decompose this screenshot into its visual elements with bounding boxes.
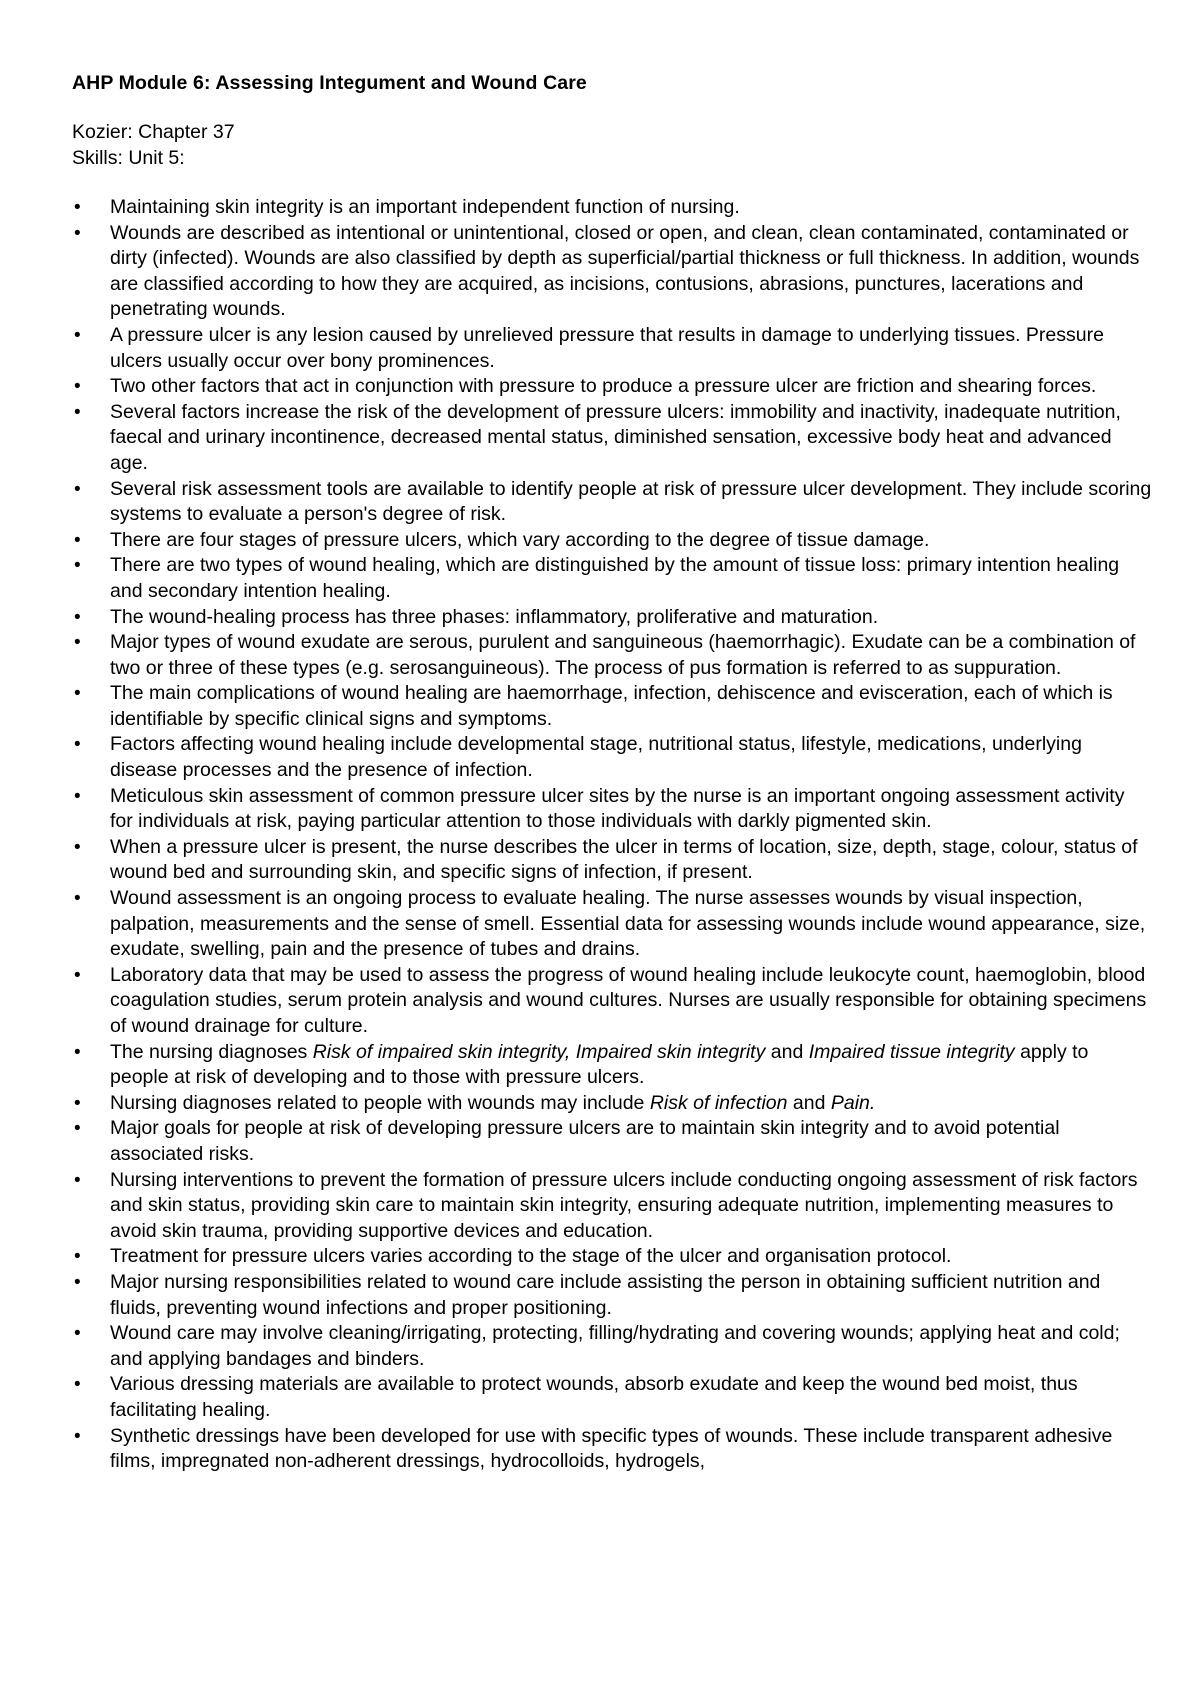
bullet-dot-icon: • bbox=[74, 1374, 81, 1396]
bullet-dot-icon: • bbox=[74, 734, 81, 756]
text-segment: apply to people at risk of developing and to those with pressure ulcers. bbox=[110, 1040, 1089, 1089]
italic-term: Pain. bbox=[830, 1091, 876, 1114]
text-segment: and bbox=[787, 1091, 831, 1114]
bullet-text: Major nursing responsibilities related to wound care include assisting the person in obtaining sufficient nutrition and fluids, preventing wound infections and proper positioning. bbox=[110, 1270, 1101, 1319]
bullet-text: The wound-healing process has three phases: inflammatory, proliferative and maturation. bbox=[110, 605, 879, 628]
bullet-item bbox=[72, 1168, 1152, 1245]
bullet-item bbox=[72, 400, 1152, 477]
bullet-item bbox=[72, 1244, 1152, 1270]
bullet-item bbox=[72, 630, 1152, 681]
bullet-item bbox=[72, 835, 1152, 886]
italic-term: Risk of infection bbox=[649, 1091, 788, 1114]
bullet-text: Various dressing materials are available to protect wounds, absorb exudate and keep the wound bed moist, thus facilitating healing. bbox=[110, 1373, 1078, 1421]
bullet-text: Laboratory data that may be used to assess the progress of wound healing include leukocyte count, haemoglobin, blood coagulation studies, serum protein analysis and wound cultures. Nurses are usually responsible for obtaining specimens of wound drainage for culture. bbox=[110, 963, 1147, 1037]
skills-reference: Skills: Unit 5: bbox=[72, 147, 185, 169]
text-segment: and bbox=[765, 1040, 809, 1063]
bullet-dot-icon: • bbox=[74, 478, 81, 500]
bullet-item bbox=[72, 528, 1152, 554]
bullet-dot-icon: • bbox=[74, 376, 81, 398]
text-segment: Nursing diagnoses related to people with wounds may include bbox=[110, 1091, 650, 1114]
bullet-dot-icon: • bbox=[74, 197, 81, 218]
bullet-dot-icon: • bbox=[74, 324, 81, 346]
bullet-item bbox=[72, 963, 1152, 1040]
bullet-dot-icon: • bbox=[74, 1425, 81, 1447]
bullet-dot-icon: • bbox=[74, 555, 81, 577]
bullet-text: Nursing interventions to prevent the formation of pressure ulcers include conducting ongoing assessment of risk factors and skin status, providing skin care to maintain skin integrity, ensuring adequate nutrition, implementing measures to avoid skin trauma, providing supportive devices and education. bbox=[110, 1168, 1138, 1242]
bullet-dot-icon: • bbox=[74, 683, 81, 705]
bullet-dot-icon: • bbox=[74, 1246, 81, 1268]
bullet-text: The main complications of wound healing are haemorrhage, infection, dehiscence and evisceration, each of which is identifiable by specific clinical signs and symptoms. bbox=[110, 682, 1113, 730]
bullet-item bbox=[72, 1372, 1152, 1423]
bullet-item bbox=[72, 553, 1152, 604]
bullet-item bbox=[72, 374, 1152, 400]
bullet-item bbox=[72, 1116, 1152, 1167]
bullet-item bbox=[72, 1091, 1152, 1117]
bullet-item bbox=[72, 1424, 1152, 1475]
bullet-item bbox=[72, 221, 1152, 323]
bullet-dot-icon: • bbox=[74, 1041, 81, 1063]
bullet-text bbox=[110, 1041, 1088, 1089]
bullet-item bbox=[72, 1040, 1152, 1091]
document-title: AHP Module 6: Assessing Integument and Wound Care bbox=[72, 72, 587, 94]
bullet-item bbox=[72, 323, 1152, 374]
bullet-dot-icon: • bbox=[74, 1323, 81, 1345]
bullet-text: Major goals for people at risk of developing pressure ulcers are to maintain skin integrity and to avoid potential associated risks. bbox=[110, 1117, 1060, 1165]
bullet-text: Two other factors that act in conjunction with pressure to produce a pressure ulcer are friction and shearing forces. bbox=[110, 375, 1097, 398]
bullet-text: A pressure ulcer is any lesion caused by unrelieved pressure that results in damage to underlying tissues. Pressure ulcers usually occur over bony prominences. bbox=[110, 323, 1104, 372]
bullet-text: Synthetic dressings have been developed for use with specific types of wounds. These include transparent adhesive films, impregnated non-adherent dressings, hydrocolloids, hydrogels, bbox=[110, 1424, 1113, 1473]
bullet-text: Several risk assessment tools are available to identify people at risk of pressure ulcer development. They include scoring systems to evaluate a person's degree of risk. bbox=[110, 477, 1152, 526]
bullet-dot-icon: • bbox=[74, 529, 81, 551]
bullet-item bbox=[72, 886, 1152, 963]
bullet-text: When a pressure ulcer is present, the nurse describes the ulcer in terms of location, size, depth, stage, colour, status of wound bed and surrounding skin, and specific signs of infection, if present. bbox=[110, 835, 1138, 884]
bullet-item bbox=[72, 1270, 1152, 1321]
bullet-dot-icon: • bbox=[74, 1169, 81, 1191]
bullet-dot-icon: • bbox=[74, 606, 81, 628]
italic-term: Risk of impaired skin integrity, Impaired skin integrity bbox=[312, 1040, 766, 1063]
bullet-text bbox=[110, 1092, 875, 1114]
reference-block bbox=[72, 119, 1152, 171]
bullet-text: Meticulous skin assessment of common pressure ulcer sites by the nurse is an important ongoing assessment activity for individuals at risk, paying particular attention to those individuals with darkly pigmented skin. bbox=[110, 784, 1125, 833]
italic-term: Impaired tissue integrity bbox=[808, 1040, 1015, 1063]
bullet-list bbox=[72, 195, 1152, 1475]
bullet-item bbox=[72, 195, 1152, 221]
bullet-text: There are two types of wound healing, which are distinguished by the amount of tissue loss: primary intention healing and secondary intention healing. bbox=[110, 554, 1120, 602]
bullet-text: Factors affecting wound healing include developmental stage, nutritional status, lifestyle, medications, underlying disease processes and the presence of infection. bbox=[110, 733, 1082, 782]
bullet-text: Wound assessment is an ongoing process to evaluate healing. The nurse assesses wounds by visual inspection, palpation, measurements and the sense of smell. Essential data for assessing wounds include wound appearance, size, exudate, swelling, pain and the presence of tubes and drains. bbox=[110, 887, 1146, 961]
bullet-text: Major types of wound exudate are serous, purulent and sanguineous (haemorrhagic). Exudate can be a combination of two or three of these types (e.g. serosanguineous). The process of pus formation is referred to as suppuration. bbox=[110, 631, 1136, 679]
bullet-dot-icon: • bbox=[74, 836, 81, 858]
document-page bbox=[72, 68, 1152, 1475]
bullet-dot-icon: • bbox=[74, 222, 81, 244]
bullet-dot-icon: • bbox=[74, 1092, 81, 1114]
bullet-dot-icon: • bbox=[74, 785, 81, 807]
bullet-item bbox=[72, 1321, 1152, 1372]
bullet-item bbox=[72, 605, 1152, 631]
bullet-item bbox=[72, 784, 1152, 835]
bullet-text: Treatment for pressure ulcers varies according to the stage of the ulcer and organisation protocol. bbox=[110, 1245, 952, 1268]
bullet-dot-icon: • bbox=[74, 964, 81, 986]
bullet-dot-icon: • bbox=[74, 1118, 81, 1140]
bullet-dot-icon: • bbox=[74, 1271, 81, 1293]
chapter-reference: Kozier: Chapter 37 bbox=[72, 121, 235, 143]
bullet-text: Wounds are described as intentional or unintentional, closed or open, and clean, clean contaminated, contaminated or dirty (infected). Wounds are also classified by depth as superficial/partial thickness or full thickness. In addition, wounds are classified according to how they are acquired, as incisions, contusions, abrasions, punctures, lacerations and penetrating wounds. bbox=[110, 221, 1140, 321]
bullet-text: Maintaining skin integrity is an important independent function of nursing. bbox=[110, 196, 740, 218]
bullet-dot-icon: • bbox=[74, 401, 81, 423]
bullet-text: There are four stages of pressure ulcers, which vary according to the degree of tissue damage. bbox=[110, 528, 930, 551]
bullet-item bbox=[72, 477, 1152, 528]
bullet-item bbox=[72, 732, 1152, 783]
text-segment: The nursing diagnoses bbox=[110, 1040, 313, 1063]
bullet-text: Several factors increase the risk of the development of pressure ulcers: immobility and inactivity, inadequate nutrition, faecal and urinary incontinence, decreased mental status, diminished sensation, excessive body heat and advanced age. bbox=[110, 400, 1121, 474]
bullet-item bbox=[72, 681, 1152, 732]
bullet-dot-icon: • bbox=[74, 888, 81, 910]
bullet-text: Wound care may involve cleaning/irrigating, protecting, filling/hydrating and covering wounds; applying heat and cold; and applying bandages and binders. bbox=[110, 1322, 1120, 1370]
bullet-dot-icon: • bbox=[74, 632, 81, 654]
